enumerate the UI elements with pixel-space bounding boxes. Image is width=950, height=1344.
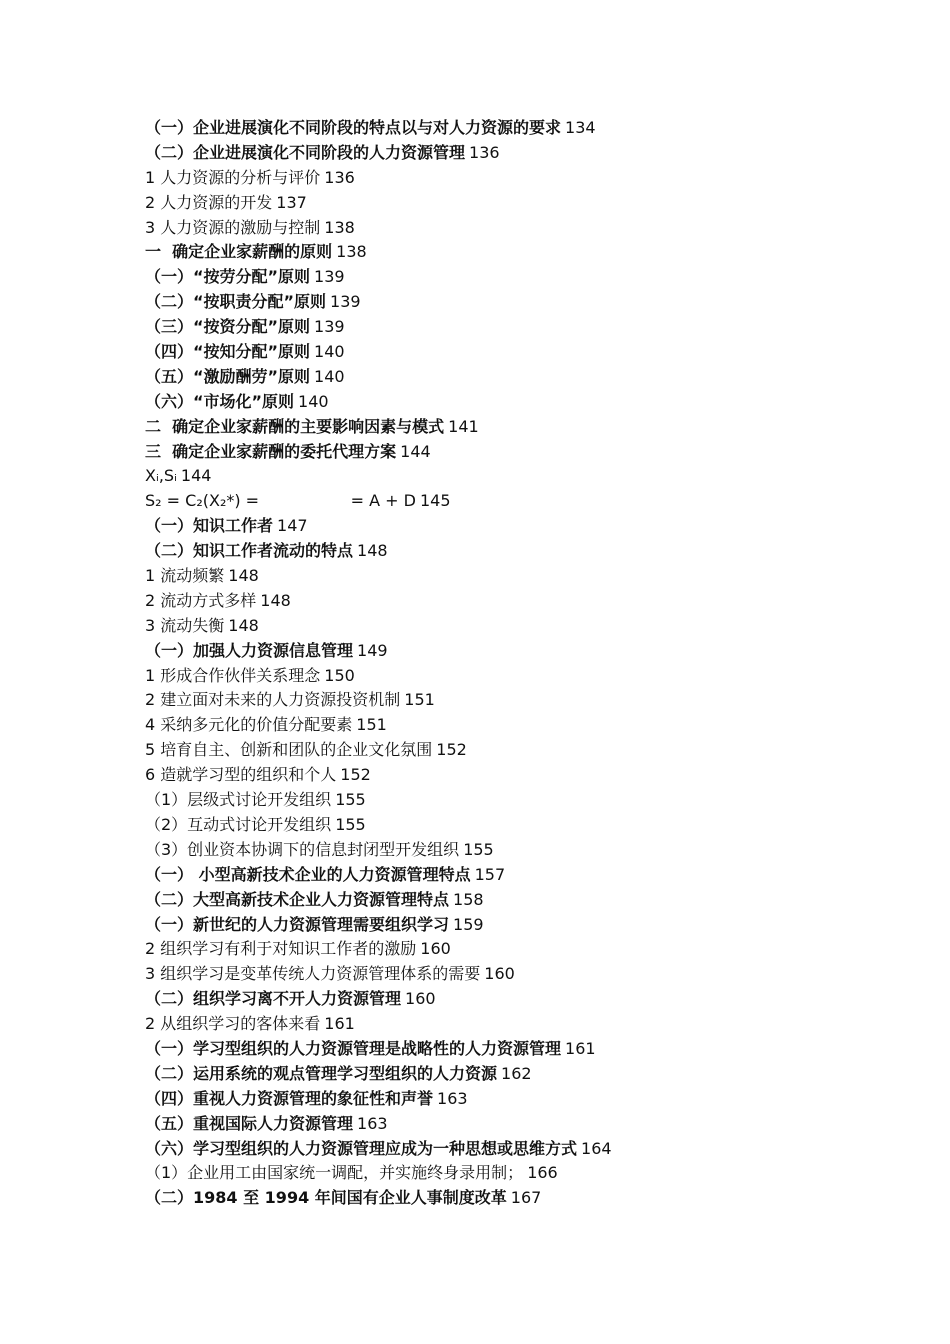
toc-entry <box>145 738 905 763</box>
toc-entry <box>145 166 905 191</box>
toc-entry-title: 1 流动频繁 <box>145 566 225 586</box>
toc-entry <box>145 539 905 564</box>
toc-entry-page: 134 <box>565 118 596 137</box>
toc-entry <box>145 987 905 1012</box>
toc-entry <box>145 962 905 987</box>
toc-entry-title: 3 组织学习是变革传统人力资源管理体系的需要 <box>145 964 481 984</box>
toc-entry-title: 3 流动失衡 <box>145 615 225 635</box>
toc-entry-page: 167 <box>510 1188 542 1208</box>
toc-entry-page: 141 <box>448 416 479 436</box>
toc-entry <box>145 489 905 514</box>
toc-entry-title: 1 形成合作伙伴关系理念 <box>145 665 321 685</box>
toc-entry <box>145 1161 905 1186</box>
toc-entry-page: 140 <box>314 366 345 386</box>
toc-entry <box>145 937 905 962</box>
toc-entry <box>145 589 905 614</box>
toc-entry-title: 二 确定企业家薪酬的主要影响因素与模式 <box>145 416 445 436</box>
toc-entry <box>145 365 905 390</box>
toc-entry-page: 144 <box>180 466 212 486</box>
toc-entry-title: （一）“按劳分配”原则 <box>145 267 311 287</box>
toc-entry-title: （一）加强人力资源信息管理 <box>145 640 354 660</box>
toc-entry <box>145 1137 905 1162</box>
toc-entry-page: 140 <box>314 342 345 362</box>
toc-entry-title: （五）重视国际人力资源管理 <box>145 1113 354 1133</box>
toc-entry-title: 2 从组织学习的客体来看 <box>145 1014 321 1034</box>
toc-entry-page: 159 <box>453 914 484 934</box>
toc-entry-page: 148 <box>357 541 388 561</box>
toc-entry <box>145 390 905 415</box>
toc-entry-page: 163 <box>437 1088 468 1108</box>
toc-entry-title: Xᵢ,Sᵢ <box>145 466 177 486</box>
toc-entry-page: 139 <box>314 267 345 287</box>
toc-entry <box>145 340 905 365</box>
toc-entry-title: 一 确定企业家薪酬的原则 <box>145 242 333 262</box>
toc-entry <box>145 913 905 938</box>
toc-entry-page: 138 <box>336 242 367 262</box>
toc-entry-title: （一）知识工作者 <box>145 516 274 536</box>
toc-entry-page: 136 <box>324 167 355 187</box>
toc-entry <box>145 888 905 913</box>
toc-entry-page: 139 <box>314 317 345 337</box>
toc-entry <box>145 464 905 489</box>
toc-entry-page: 138 <box>324 217 355 237</box>
toc-entry <box>145 788 905 813</box>
toc-entry <box>145 1087 905 1112</box>
toc-entry-title: 2 建立面对未来的人力资源投资机制 <box>145 690 401 710</box>
toc-entry-page: 137 <box>276 192 307 212</box>
toc-entry-page: 163 <box>357 1113 388 1133</box>
toc-entry-page: 155 <box>335 814 366 834</box>
toc-entry <box>145 440 905 465</box>
table-of-contents <box>145 116 905 1211</box>
toc-entry-page: 145 <box>419 491 451 511</box>
toc-entry-title: （3）创业资本协调下的信息封闭型开发组织 <box>145 839 460 859</box>
toc-entry-title: （三）“按资分配”原则 <box>145 317 311 337</box>
toc-entry <box>145 763 905 788</box>
toc-entry-page: 140 <box>298 391 329 411</box>
toc-entry-page: 151 <box>404 690 435 710</box>
toc-entry-page: 162 <box>501 1063 532 1083</box>
toc-entry-page: 139 <box>330 292 361 312</box>
toc-entry-page: 136 <box>469 142 500 162</box>
toc-entry <box>145 1062 905 1087</box>
toc-entry <box>145 1012 905 1037</box>
toc-entry-title: （二）大型高新技术企业人力资源管理特点 <box>145 889 450 909</box>
toc-entry-title: 三 确定企业家薪酬的委托代理方案 <box>145 441 397 461</box>
toc-entry <box>145 813 905 838</box>
toc-entry-title: 5 培育自主、创新和团队的企业文化氛围 <box>145 740 433 760</box>
toc-entry-title: （二）知识工作者流动的特点 <box>145 541 354 561</box>
toc-entry-page: 155 <box>463 839 494 859</box>
toc-entry-title: 2 流动方式多样 <box>145 590 257 610</box>
toc-entry-page: 155 <box>335 790 366 810</box>
toc-entry-page: 160 <box>484 964 515 984</box>
toc-entry <box>145 688 905 713</box>
toc-entry <box>145 240 905 265</box>
toc-entry-page: 152 <box>340 765 371 785</box>
toc-entry-page: 160 <box>405 989 436 1009</box>
toc-entry-page: 148 <box>228 566 259 586</box>
toc-entry-title: （二）“按职责分配”原则 <box>145 292 327 312</box>
toc-entry-title: （二）运用系统的观点管理学习型组织的人力资源 <box>145 1063 498 1083</box>
toc-entry-title: （二）企业进展演化不同阶段的人力资源管理 <box>145 142 466 162</box>
toc-entry-title: （四）“按知分配”原则 <box>145 342 311 362</box>
toc-entry <box>145 664 905 689</box>
toc-entry <box>145 1186 905 1211</box>
toc-entry-page: 152 <box>436 740 467 760</box>
toc-entry <box>145 1112 905 1137</box>
toc-entry <box>145 863 905 888</box>
toc-entry-page: 160 <box>420 939 451 959</box>
toc-entry-title: （六）学习型组织的人力资源管理应成为一种思想或思维方式 <box>145 1138 578 1158</box>
toc-entry-title: （一） 小型高新技术企业的人力资源管理特点 <box>145 864 471 884</box>
toc-entry-title: （六）“市场化”原则 <box>145 391 295 411</box>
toc-entry-page: 164 <box>581 1138 612 1158</box>
toc-entry-page: 147 <box>277 516 308 536</box>
toc-entry <box>145 141 905 166</box>
toc-entry <box>145 514 905 539</box>
toc-entry-title: （四）重视人力资源管理的象征性和声誉 <box>145 1088 434 1108</box>
toc-entry-page: 161 <box>324 1014 355 1034</box>
toc-entry-title: （2）互动式讨论开发组织 <box>145 814 332 834</box>
toc-entry <box>145 290 905 315</box>
toc-entry-title: 2 组织学习有利于对知识工作者的激励 <box>145 939 417 959</box>
toc-entry <box>145 614 905 639</box>
toc-entry <box>145 838 905 863</box>
toc-entry <box>145 415 905 440</box>
toc-entry <box>145 265 905 290</box>
toc-entry-title: 1 人力资源的分析与评价 <box>145 167 321 187</box>
toc-entry-title: （一）企业进展演化不同阶段的特点以与对人力资源的要求 <box>145 118 562 137</box>
toc-entry-title: （二）1984 至 1994 年间国有企业人事制度改革 <box>145 1188 507 1208</box>
toc-entry-title: 3 人力资源的激励与控制 <box>145 217 321 237</box>
toc-entry-title: S₂ = C₂(X₂*) = = A + D <box>145 491 416 511</box>
toc-entry-page: 144 <box>400 441 431 461</box>
toc-entry-page: 157 <box>474 864 506 884</box>
toc-entry-title: 4 采纳多元化的价值分配要素 <box>145 715 353 735</box>
toc-entry-title: 2 人力资源的开发 <box>145 192 273 212</box>
toc-entry-title: （二）组织学习离不开人力资源管理 <box>145 989 402 1009</box>
toc-entry <box>145 639 905 664</box>
toc-entry <box>145 713 905 738</box>
toc-entry-title: （一）新世纪的人力资源管理需要组织学习 <box>145 914 450 934</box>
toc-entry <box>145 315 905 340</box>
toc-entry-page: 150 <box>324 665 355 685</box>
toc-entry-title: （1）层级式讨论开发组织 <box>145 790 332 810</box>
toc-entry-page: 161 <box>565 1038 596 1058</box>
toc-entry <box>145 564 905 589</box>
toc-entry-title: （五）“激励酬劳”原则 <box>145 366 311 386</box>
toc-entry-page: 148 <box>260 590 291 610</box>
toc-entry <box>145 216 905 241</box>
toc-entry-page: 158 <box>453 889 484 909</box>
toc-entry-title: （1）企业用工由国家统一调配，并实施终身录用制； <box>145 1163 524 1183</box>
toc-entry-title: （一）学习型组织的人力资源管理是战略性的人力资源管理 <box>145 1038 562 1058</box>
toc-entry-page: 151 <box>356 715 387 735</box>
toc-entry <box>145 191 905 216</box>
toc-entry-page: 148 <box>228 615 259 635</box>
toc-entry-page: 166 <box>527 1163 558 1183</box>
toc-entry <box>145 1037 905 1062</box>
toc-entry-page: 149 <box>357 640 388 660</box>
toc-entry <box>145 116 905 141</box>
toc-entry-title: 6 造就学习型的组织和个人 <box>145 765 337 785</box>
